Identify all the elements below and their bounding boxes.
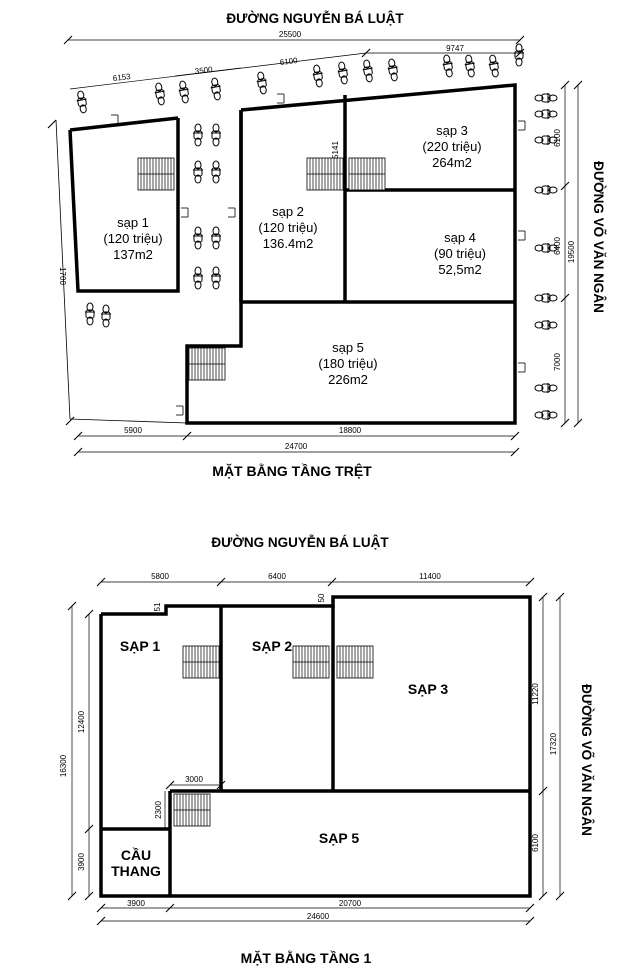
floor1-street-top-label: ĐƯỜNG NGUYỄN BÁ LUẬT xyxy=(211,535,389,550)
dim-top-11400: 11400 xyxy=(419,572,441,581)
dim-left-12400: 12400 xyxy=(77,710,86,734)
floor1-stair-label-1: CẦU xyxy=(120,847,152,863)
floor1-right-dimensions xyxy=(531,593,564,900)
floor1-room-sap-3: SẠP 3 xyxy=(407,681,449,697)
floor1-walls xyxy=(101,597,530,896)
ground-stair-4 xyxy=(189,348,225,380)
dim-left-16300: 16300 xyxy=(59,754,68,778)
dim-inner-2300: 2300 xyxy=(154,801,163,819)
dim-right-17320: 17320 xyxy=(549,732,558,756)
dim-small-50: 50 xyxy=(317,593,326,603)
dim-inner-5141: 5141 xyxy=(331,141,340,159)
ground-right-dimensions xyxy=(553,81,582,427)
dim-right-total: 19500 xyxy=(567,240,576,264)
floor1-bottom-dimensions xyxy=(97,899,534,925)
dim-top-5800: 5800 xyxy=(151,572,169,581)
room-name: sạp 3 xyxy=(436,123,468,138)
ground-floor-plan xyxy=(48,11,606,479)
dim-top-6400: 6400 xyxy=(268,572,286,581)
ground-stair-1 xyxy=(138,158,174,190)
dim-right-6400: 6400 xyxy=(553,237,562,255)
floor1-stair-label-2: THANG xyxy=(111,863,161,879)
dim-left-total: 1700 xyxy=(58,267,67,285)
floor-1-plan xyxy=(59,535,594,966)
room-price: (180 triệu) xyxy=(318,356,378,371)
dim-small-51: 51 xyxy=(153,602,162,612)
dim-top-mid1: 3500 xyxy=(194,64,214,77)
floor1-stair-2 xyxy=(293,646,329,678)
ground-stair-3 xyxy=(349,158,385,190)
room-price: (120 triệu) xyxy=(258,220,318,235)
dim-bottom-5900: 5900 xyxy=(124,426,142,435)
room-area: 137m2 xyxy=(113,247,153,262)
floor1-room-sap-5: SẠP 5 xyxy=(318,830,360,846)
floor1-title: MẶT BẰNG TẦNG 1 xyxy=(240,950,372,966)
room-price: (90 triệu) xyxy=(433,246,487,261)
motorbike-corridor xyxy=(85,124,221,327)
room-price: (120 triệu) xyxy=(103,231,163,246)
ground-bottom-dimensions xyxy=(74,426,519,456)
floor1-street-right-label: ĐƯỜNG VÕ VĂN NGÂN xyxy=(579,684,594,836)
dim-right-6100: 6100 xyxy=(531,834,540,852)
ground-room-sap-3 xyxy=(422,123,481,170)
ground-room-sap-1 xyxy=(103,215,162,262)
floor1-stair-3 xyxy=(337,646,373,678)
ground-room-sap-4 xyxy=(434,230,486,277)
dim-right-11220: 11220 xyxy=(531,683,540,705)
room-name: sạp 5 xyxy=(332,340,364,355)
ground-street-right-label: ĐƯỜNG VÕ VĂN NGÂN xyxy=(591,161,606,313)
room-area: 226m2 xyxy=(328,372,368,387)
room-area: 52,5m2 xyxy=(438,262,482,277)
dim-right-7000: 7000 xyxy=(553,353,562,371)
dim-inner-3000: 3000 xyxy=(185,775,203,784)
room-area: 264m2 xyxy=(432,155,472,170)
floor1-room-sap-2: SẠP 2 xyxy=(251,638,293,654)
dim-bottom-18800: 18800 xyxy=(338,426,362,435)
ground-room-sap-5 xyxy=(318,340,377,387)
dim-bottom-20700: 20700 xyxy=(338,899,362,908)
ground-street-top-label: ĐƯỜNG NGUYỄN BÁ LUẬT xyxy=(226,11,404,26)
dim-top-right: 9747 xyxy=(446,44,464,53)
dim-bottom-3900: 3900 xyxy=(127,899,145,908)
dim-top-left: 6153 xyxy=(112,71,132,84)
dim-bottom-24600: 24600 xyxy=(306,912,330,921)
floor1-left-dimensions xyxy=(59,602,93,900)
ground-top-dimensions xyxy=(64,30,524,89)
dim-top-total: 25500 xyxy=(278,30,302,39)
dim-bottom-total: 24700 xyxy=(284,442,308,451)
floor1-room-sap-1: SẠP 1 xyxy=(119,638,161,654)
room-area: 136.4m2 xyxy=(262,236,314,251)
dim-right-6100: 6100 xyxy=(553,129,562,147)
room-price: (220 triệu) xyxy=(422,139,482,154)
floor1-stair-4 xyxy=(174,794,210,826)
floor1-stair-1 xyxy=(183,646,219,678)
room-name: sạp 1 xyxy=(117,215,149,230)
ground-stair-2 xyxy=(307,158,343,190)
ground-floor-title: MẶT BẰNG TẦNG TRỆT xyxy=(212,463,372,479)
dim-top-mid2: 6100 xyxy=(279,55,299,68)
floor1-top-dimensions xyxy=(97,572,534,586)
room-name: sạp 2 xyxy=(272,204,304,219)
dim-left-3900: 3900 xyxy=(77,853,86,871)
ground-room-sap-2 xyxy=(258,204,317,251)
room-name: sạp 4 xyxy=(444,230,476,245)
